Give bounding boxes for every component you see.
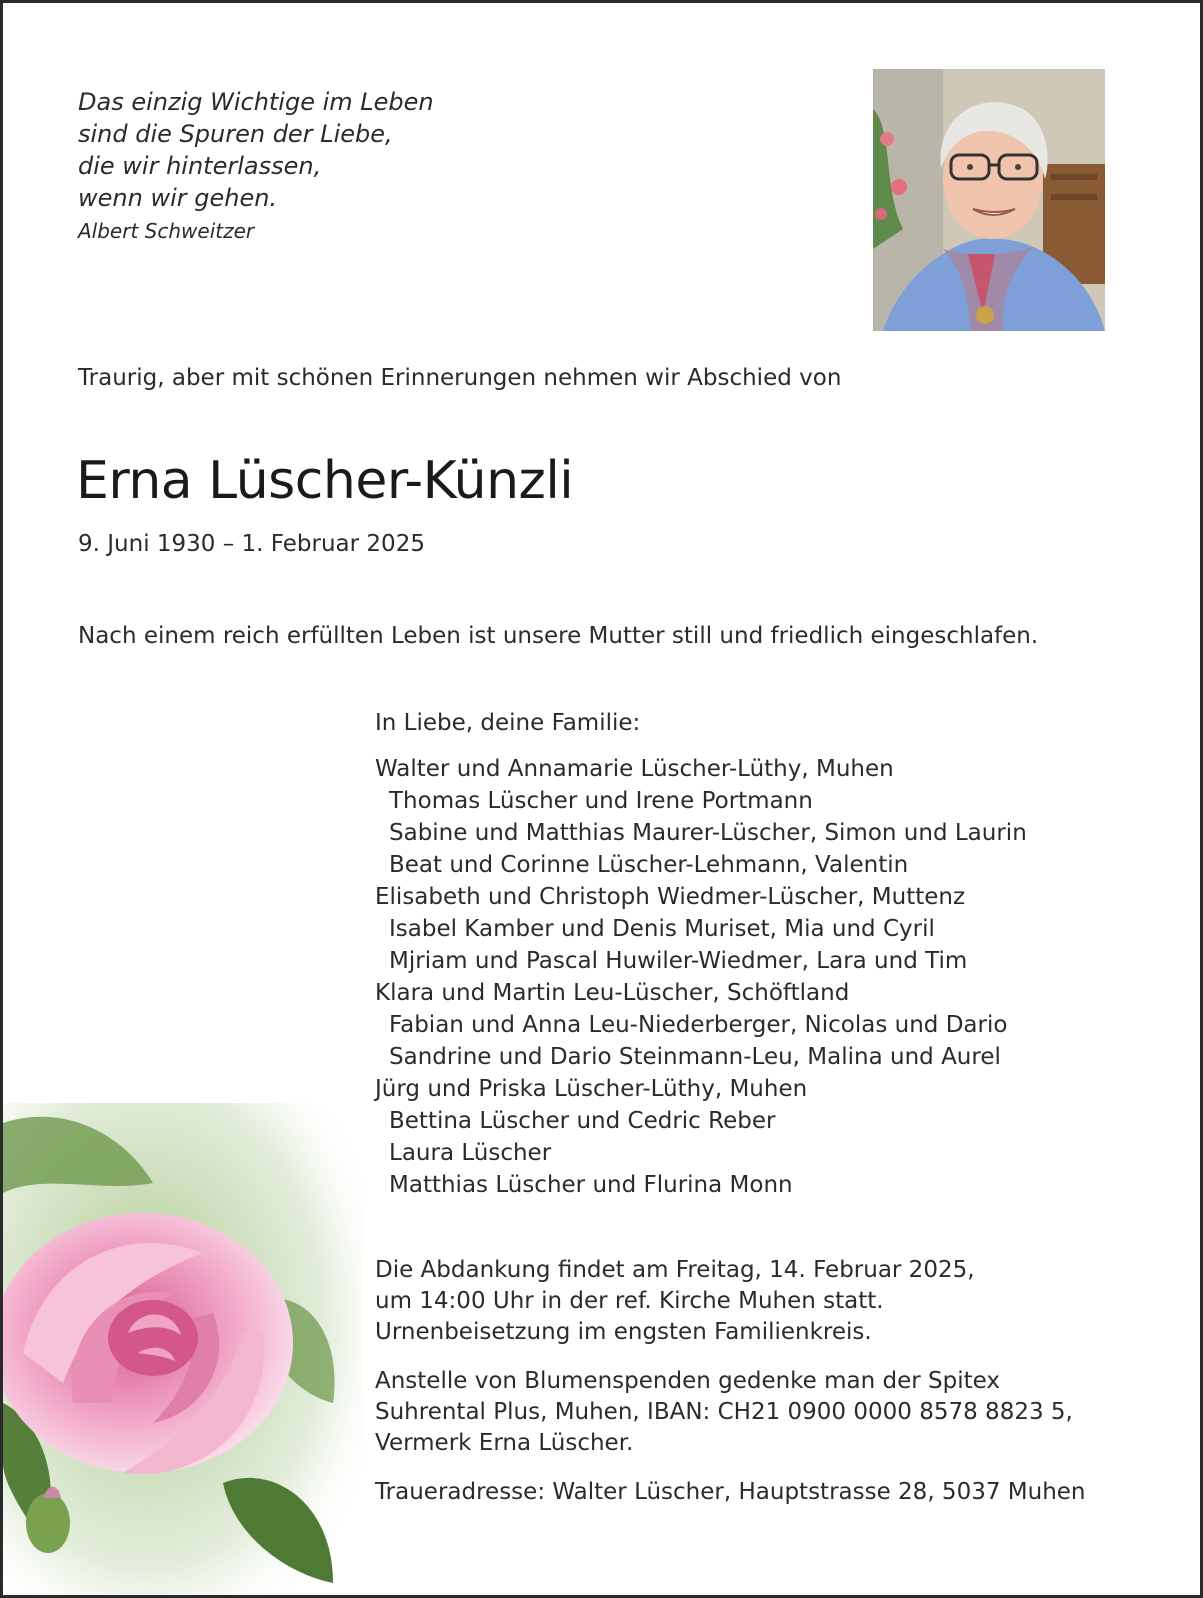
family-member: Laura Lüscher xyxy=(389,1140,552,1166)
family-member: Walter und Annamarie Lüscher-Lüthy, Muhen xyxy=(375,756,894,782)
death-statement: Nach einem reich erfüllten Leben ist unsere Mutter still und friedlich eingeschlafen. xyxy=(78,623,1039,649)
intro-text: Traurig, aber mit schönen Erinnerungen nehmen wir Abschied von xyxy=(78,365,842,391)
address-line: Traueradresse: Walter Lüscher, Hauptstrasse 28, 5037 Muhen xyxy=(375,1479,1086,1505)
family-heading: In Liebe, deine Familie: xyxy=(375,710,641,736)
ceremony-line: Urnenbeisetzung im engsten Familienkreis. xyxy=(375,1319,872,1345)
portrait-illustration xyxy=(873,69,1105,331)
quote-block xyxy=(78,86,434,246)
rose-illustration xyxy=(3,1103,363,1595)
portrait-photo xyxy=(873,69,1105,331)
family-member: Elisabeth und Christoph Wiedmer-Lüscher, Muttenz xyxy=(375,884,966,910)
family-member: Thomas Lüscher und Irene Portmann xyxy=(389,788,813,814)
life-dates: 9. Juni 1930 – 1. Februar 2025 xyxy=(78,531,425,557)
quote-line: sind die Spuren der Liebe, xyxy=(78,120,393,148)
family-list xyxy=(375,707,1027,1201)
donation-line: Vermerk Erna Lüscher. xyxy=(375,1430,634,1456)
family-member: Sandrine und Dario Steinmann-Leu, Malina und Aurel xyxy=(389,1044,1001,1070)
donation-line: Anstelle von Blumenspenden gedenke man der Spitex xyxy=(375,1368,1001,1394)
ceremony-info xyxy=(375,1255,1086,1526)
rose-image xyxy=(3,1103,363,1595)
family-member: Beat und Corinne Lüscher-Lehmann, Valentin xyxy=(389,852,909,878)
family-member: Matthias Lüscher und Flurina Monn xyxy=(389,1172,793,1198)
donation-details xyxy=(375,1366,1086,1459)
quote-line: Das einzig Wichtige im Leben xyxy=(78,88,434,116)
ceremony-details xyxy=(375,1255,1086,1348)
quote-line: wenn wir gehen. xyxy=(78,184,278,212)
ceremony-line: um 14:00 Uhr in der ref. Kirche Muhen statt. xyxy=(375,1288,884,1314)
family-member: Sabine und Matthias Maurer-Lüscher, Simon und Laurin xyxy=(389,820,1027,846)
mourning-address xyxy=(375,1477,1086,1508)
quote-line: die wir hinterlassen, xyxy=(78,152,322,180)
family-member: Bettina Lüscher und Cedric Reber xyxy=(389,1108,776,1134)
family-member: Fabian und Anna Leu-Niederberger, Nicolas und Dario xyxy=(389,1012,1008,1038)
ceremony-line: Die Abdankung findet am Freitag, 14. Februar 2025, xyxy=(375,1257,975,1283)
family-member: Isabel Kamber und Denis Muriset, Mia und Cyril xyxy=(389,916,935,942)
family-member: Jürg und Priska Lüscher-Lüthy, Muhen xyxy=(375,1076,808,1102)
donation-line: Suhrental Plus, Muhen, IBAN: CH21 0900 0000 8578 8823 5, xyxy=(375,1399,1073,1425)
deceased-name: Erna Lüscher-Künzli xyxy=(76,451,574,511)
quote-author: Albert Schweitzer xyxy=(78,219,255,243)
family-member: Mjriam und Pascal Huwiler-Wiedmer, Lara und Tim xyxy=(389,948,968,974)
family-member: Klara und Martin Leu-Lüscher, Schöftland xyxy=(375,980,850,1006)
